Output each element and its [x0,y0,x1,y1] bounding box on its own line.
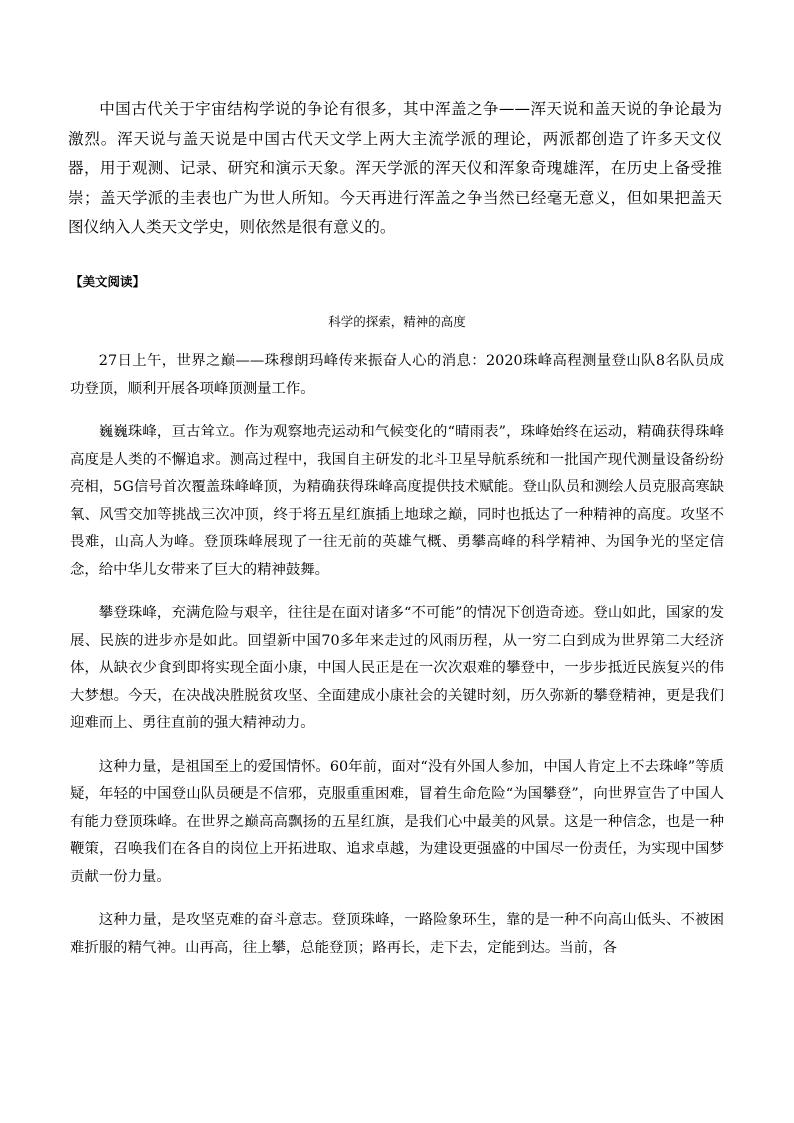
article-paragraph: 攀登珠峰，充满危险与艰辛，往往是在面对诸多“不可能”的情况下创造奇迹。登山如此，国家的发展、民族的进步亦是如此。回望新中国70多年来走过的风雨历程，从一穷二白到成为世界第二大经济体，从缺衣少食到即将实现全面小康，中国人民正是在一次次艰难的攀登中，一步步抵近民族复兴的伟大梦想。今天，在决战决胜脱贫攻坚、全面建成小康社会的关键时刻，历久弥新的攀登精神，更是我们迎难而上、勇往直前的强大精神动力。 [70,605,724,731]
section-label: 【美文阅读】 [70,274,146,289]
article-body [70,348,724,978]
article-paragraph: 这种力量，是攻坚克难的奋斗意志。登顶珠峰，一路险象环生，靠的是一种不向高山低头、不被困难折服的精气神。山再高，往上攀，总能登顶；路再长，走下去，定能到达。当前，各 [70,912,724,956]
article-title: 科学的探索，精神的高度 [328,314,466,329]
article-paragraph: 巍巍珠峰，亘古耸立。作为观察地壳运动和气候变化的“晴雨表”，珠峰始终在运动，精确获得珠峰高度是人类的不懈追求。测高过程中，我国自主研发的北斗卫星导航系统和一批国产现代测量设备纷纷亮相，5G信号首次覆盖珠峰峰顶，为精确获得珠峰高度提供技术赋能。登山队员和测绘人员克服高寒缺氧、风雪交加等挑战三次冲顶，终于将五星红旗插上地球之巅，同时也抵达了一种精神的高度。攻坚不畏难，山高人为峰。登顶珠峰展现了一往无前的英雄气概、勇攀高峰的科学精神、为国争光的坚定信念，给中华儿女带来了巨大的精神鼓舞。 [70,424,724,578]
intro-paragraph: 中国古代关于宇宙结构学说的争论有很多，其中浑盖之争——浑天说和盖天说的争论最为激烈。浑天说与盖天说是中国古代天文学上两大主流学派的理论，两派都创造了许多天文仪器，用于观测、记录、研究和演示天象。浑天学派的浑天仪和浑象奇瑰雄浑，在历史上备受推崇；盖天学派的圭表也广为世人所知。今天再进行浑盖之争当然已经毫无意义，但如果把盖天图仪纳入人类天文学史，则依然是很有意义的。 [68,100,722,236]
article-paragraph: 这种力量，是祖国至上的爱国情怀。60年前，面对“没有外国人参加，中国人肯定上不去珠峰”等质疑，年轻的中国登山队员硬是不信邪，克服重重困难，冒着生命危险“为国攀登”，向世界宣告了中国人有能力登顶珠峰。在世界之巅高高飘扬的五星红旗，是我们心中最美的风景。这是一种信念，也是一种鞭策，召唤我们在各自的岗位上开拓进取、追求卓越，为建设更强盛的中国尽一份责任，为实现中国梦贡献一份力量。 [70,758,724,885]
article-paragraph: 27日上午，世界之巅——珠穆朗玛峰传来振奋人心的消息：2020珠峰高程测量登山队8名队员成功登顶，顺利开展各项峰顶测量工作。 [70,353,724,397]
